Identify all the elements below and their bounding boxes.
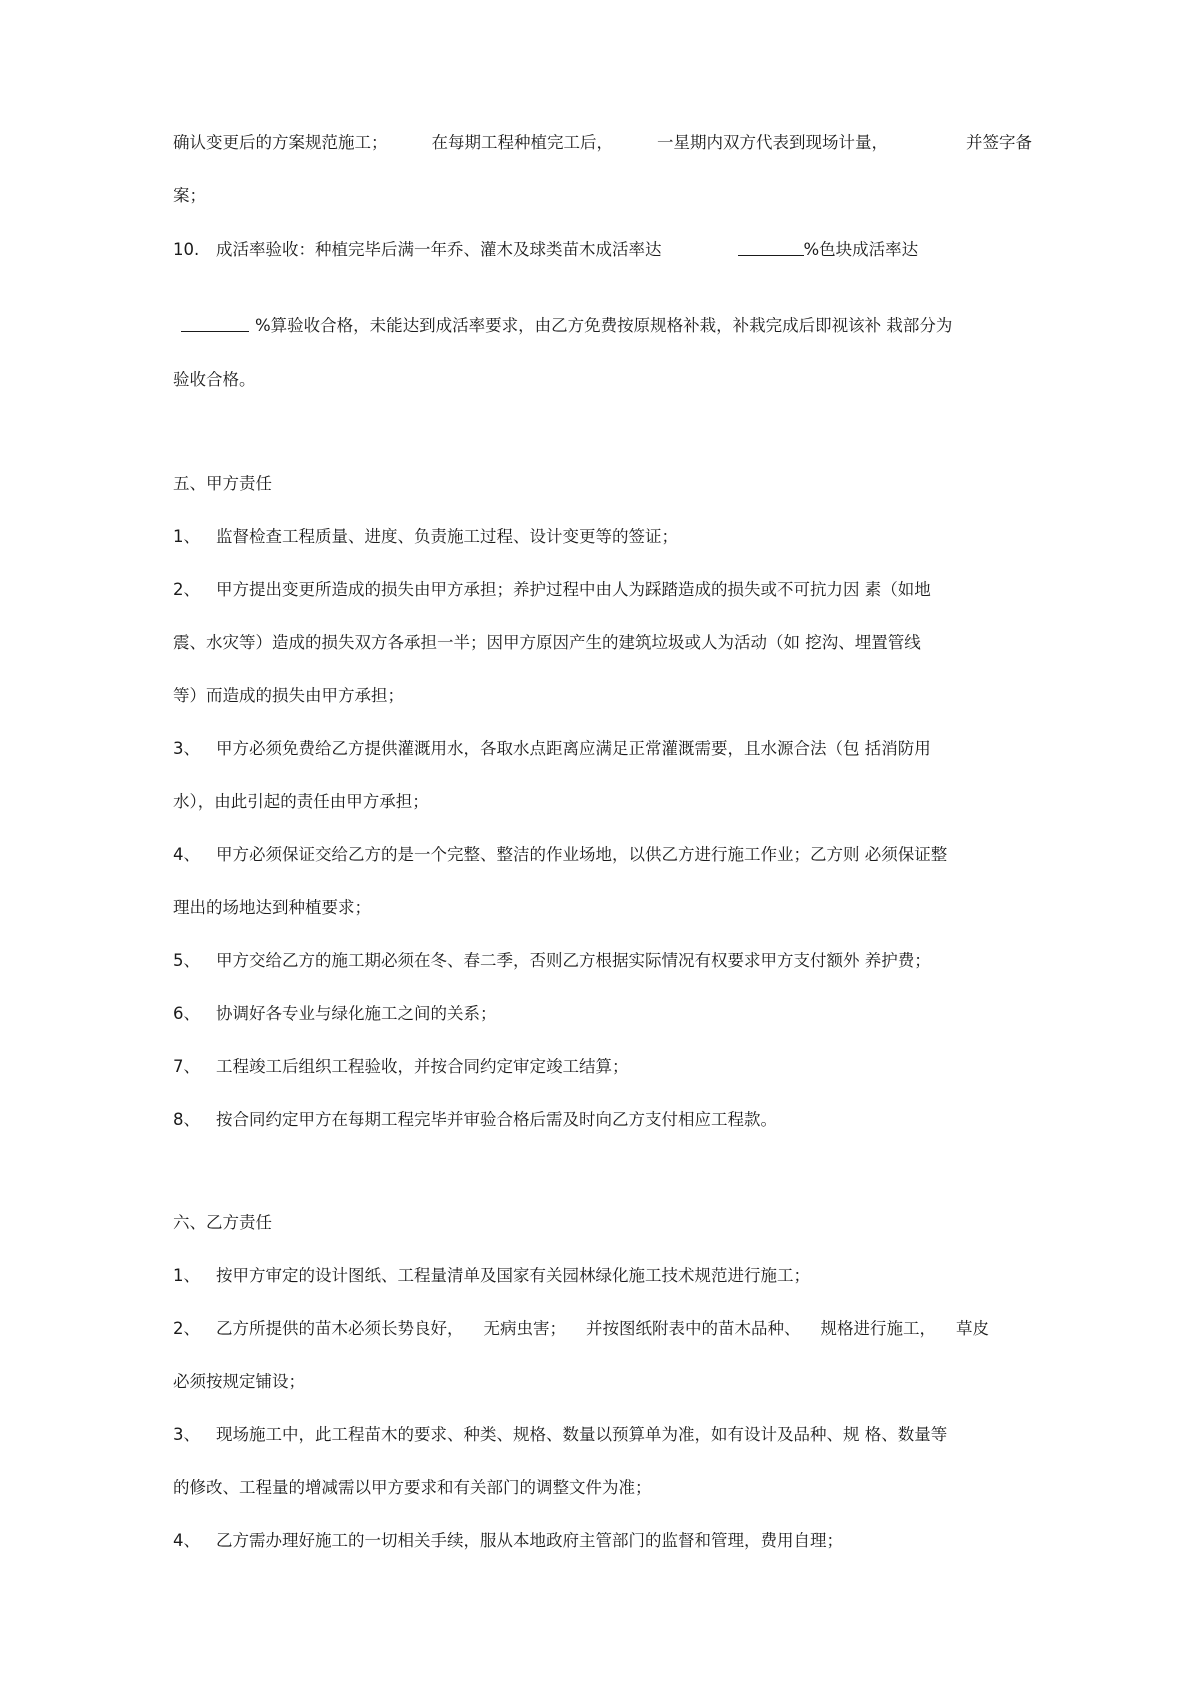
item-number: 2、 (173, 1319, 200, 1338)
list-item-continuation: 等）而造成的损失由甲方承担； (173, 686, 404, 705)
list-item (173, 949, 931, 973)
paragraph-line: 案； (173, 186, 206, 205)
blank-line (738, 239, 804, 256)
item-number: 7、 (173, 1057, 200, 1076)
item-text: 监督检查工程质量、进度、负责施工过程、设计变更等的签证； (216, 527, 678, 546)
list-item (173, 1423, 947, 1447)
list-item-continuation: 理出的场地达到种植要求； (173, 898, 371, 917)
list-item (173, 1529, 843, 1553)
text-segment: 无病虫害； (483, 1319, 566, 1338)
item-text: 按合同约定甲方在每期工程完毕并审验合格后需及时向乙方支付相应工程款。 (216, 1110, 777, 1129)
item-text: 按甲方审定的设计图纸、工程量清单及国家有关园林绿化施工技术规范进行施工； (216, 1266, 810, 1285)
text-segment: %色块成活率达 (803, 240, 919, 259)
item-number: 1、 (173, 1266, 200, 1285)
list-item (173, 525, 678, 549)
item-text: 协调好各专业与绿化施工之间的关系； (216, 1004, 497, 1023)
text-segment: 规格进行施工， (820, 1319, 936, 1338)
item-number: 2、 (173, 580, 200, 599)
paragraph-line (173, 238, 918, 262)
text-segment: 确认变更后的方案规范施工； (173, 133, 388, 152)
list-item (173, 1108, 777, 1132)
paragraph-line (181, 314, 952, 338)
item-number: 4、 (173, 845, 200, 864)
text-segment: 成活率验收：种植完毕后满一年乔、灌木及球类苗木成活率达 (216, 240, 662, 259)
section-title: 五、甲方责任 (173, 474, 272, 493)
item-number: 3、 (173, 739, 200, 758)
item-text: 甲方交给乙方的施工期必须在冬、春二季，否则乙方根据实际情况有权要求甲方支付额外 养护费； (216, 951, 931, 970)
list-item-continuation: 的修改、工程量的增减需以甲方要求和有关部门的调整文件为准； (173, 1478, 652, 1497)
item-number: 8、 (173, 1110, 200, 1129)
text-segment: %算验收合格，未能达到成活率要求，由乙方免费按原规格补栽，补栽完成后即视该补 栽部分为 (255, 316, 953, 335)
blank-line (181, 315, 249, 332)
list-item (173, 737, 931, 761)
item-text: 甲方必须保证交给乙方的是一个完整、整洁的作业场地，以供乙方进行施工作业；乙方则 必须保证整 (216, 845, 948, 864)
item-number: 1、 (173, 527, 200, 546)
list-item (173, 1264, 810, 1288)
item-text: 现场施工中，此工程苗木的要求、种类、规格、数量以预算单为准，如有设计及品种、规 格、数量等 (216, 1425, 948, 1444)
item-number: 3、 (173, 1425, 200, 1444)
text-segment: 草皮 (956, 1319, 989, 1338)
section-title: 六、乙方责任 (173, 1213, 272, 1232)
item-number: 6、 (173, 1004, 200, 1023)
item-number: 10. (173, 240, 200, 259)
item-number: 4、 (173, 1531, 200, 1550)
list-item-continuation: 必须按规定铺设； (173, 1372, 305, 1391)
list-item (173, 1317, 989, 1341)
text-segment: 并签字备 (966, 133, 1032, 152)
text-segment: 乙方所提供的苗木必须长势良好， (216, 1319, 464, 1338)
item-number: 5、 (173, 951, 200, 970)
list-item (173, 843, 947, 867)
paragraph-line: 验收合格。 (173, 370, 256, 389)
item-text: 工程竣工后组织工程验收，并按合同约定审定竣工结算； (216, 1057, 629, 1076)
text-segment: 并按图纸附表中的苗木品种、 (586, 1319, 801, 1338)
list-item-continuation: 水），由此引起的责任由甲方承担； (173, 792, 429, 811)
list-item (173, 578, 931, 602)
text-segment: 在每期工程种植完工后， (431, 133, 613, 152)
list-item-continuation: 震、水灾等）造成的损失双方各承担一半；因甲方原因产生的建筑垃圾或人为活动（如 挖沟、埋置管线 (173, 633, 921, 652)
item-text: 甲方提出变更所造成的损失由甲方承担；养护过程中由人为踩踏造成的损失或不可抗力因 素（如地 (216, 580, 931, 599)
item-text: 乙方需办理好施工的一切相关手续，服从本地政府主管部门的监督和管理，费用自理； (216, 1531, 843, 1550)
paragraph-line (173, 131, 1032, 155)
text-segment: 一星期内双方代表到现场计量， (657, 133, 888, 152)
list-item (173, 1002, 497, 1026)
item-text: 甲方必须免费给乙方提供灌溉用水，各取水点距离应满足正常灌溉需要，且水源合法（包 括消防用 (216, 739, 931, 758)
list-item (173, 1055, 629, 1079)
